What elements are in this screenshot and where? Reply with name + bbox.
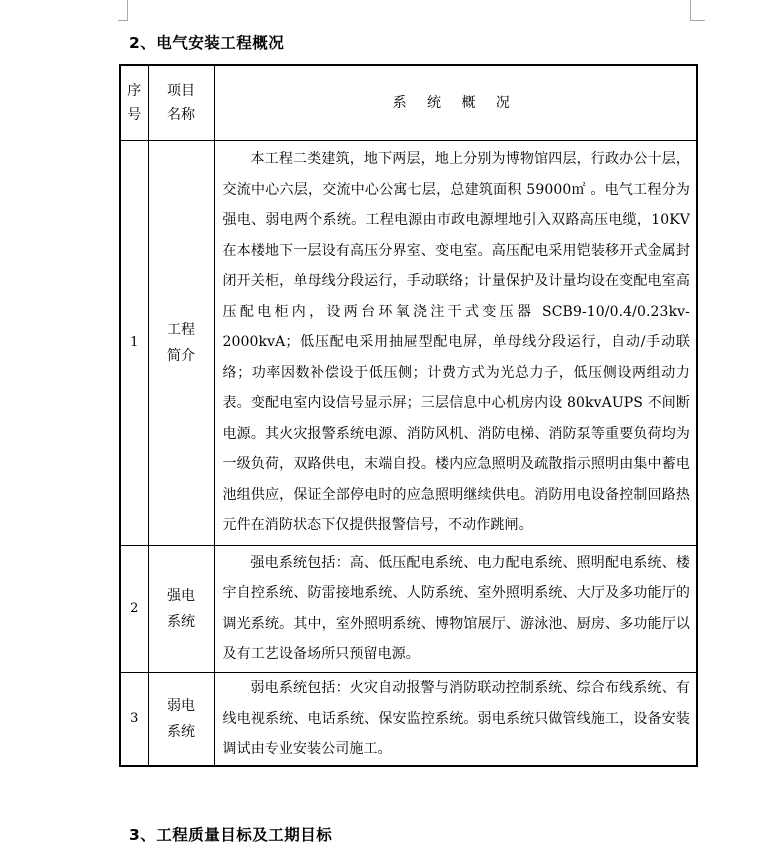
- page-margin-mark-right: [690, 0, 705, 21]
- row-item-line1: 工程: [167, 321, 195, 338]
- row-item-name: [148, 140, 214, 545]
- row-number: 2: [120, 545, 148, 672]
- row-item-line2: 系统: [167, 723, 195, 740]
- section-heading-quality-schedule: 3、工程质量目标及工期目标: [129, 826, 333, 844]
- header-serial-line1: 序: [127, 82, 142, 99]
- electrical-overview-table: [119, 64, 698, 767]
- header-serial-number: [120, 65, 148, 140]
- row-item-line2: 系统: [167, 613, 195, 630]
- row-number: 1: [120, 140, 148, 545]
- table-row: [120, 545, 697, 672]
- header-system-summary: 系 统 概 况: [214, 65, 697, 140]
- row-number: 3: [120, 672, 148, 766]
- table-header-row: [120, 65, 697, 140]
- section-heading-electrical-overview: 2、电气安装工程概况: [129, 34, 285, 52]
- row-item-line1: 弱电: [167, 697, 195, 714]
- header-item-name: [148, 65, 214, 140]
- row-description: 强电系统包括：高、低压配电系统、电力配电系统、照明配电系统、楼宇自控系统、防雷接地系统、人防系统、室外照明系统、大厅及多功能厅的调光系统。其中，室外照明系统、博物馆展厅、游泳池、厨房、多功能厅以及有工艺设备场所只预留电源。: [214, 545, 697, 672]
- page-margin-mark-left: [118, 0, 128, 21]
- header-serial-line2: 号: [127, 106, 142, 123]
- header-item-line1: 项目: [167, 82, 195, 99]
- row-item-name: [148, 672, 214, 766]
- table-row: [120, 672, 697, 766]
- table-row: [120, 140, 697, 545]
- row-item-name: [148, 545, 214, 672]
- row-item-line1: 强电: [167, 587, 195, 604]
- row-description: 本工程二类建筑，地下两层，地上分别为博物馆四层，行政办公十层，交流中心六层，交流中心公寓七层，总建筑面积 59000㎡ 。电气工程分为强电、弱电两个系统。工程电源由市政电源埋地引入双路高压电缆，10KV在本楼地下一层设有高压分界室、变电室。高压配电采用铠装移开式金属封闭开关柜，单母线分段运行，手动联络；计量保护及计量均设在变配电室高压配电柜内，设两台环氧浇注干式变压器 SCB9-10/0.4/0.23kv-2000kvA；低压配电采用抽屉型配电屏，单母线分段运行，自动/手动联络；功率因数补偿设于低压侧；计费方式为光总力子，低压侧设两组动力表。变配电室内设信号显示屏；三层信息中心机房内设 80kvAUPS 不间断电源。其火灾报警系统电源、消防风机、消防电梯、消防泵等重要负荷均为一级负荷，双路供电，末端自投。楼内应急照明及疏散指示照明由集中蓄电池组供应，保证全部停电时的应急照明继续供电。消防用电设备控制回路热元件在消防状态下仅提供报警信号，不动作跳闸。: [214, 140, 697, 545]
- row-description: 弱电系统包括：火灾自动报警与消防联动控制系统、综合布线系统、有线电视系统、电话系统、保安监控系统。弱电系统只做管线施工，设备安装调试由专业安装公司施工。: [214, 672, 697, 766]
- row-item-line2: 简介: [167, 347, 195, 364]
- header-item-line2: 名称: [167, 106, 195, 123]
